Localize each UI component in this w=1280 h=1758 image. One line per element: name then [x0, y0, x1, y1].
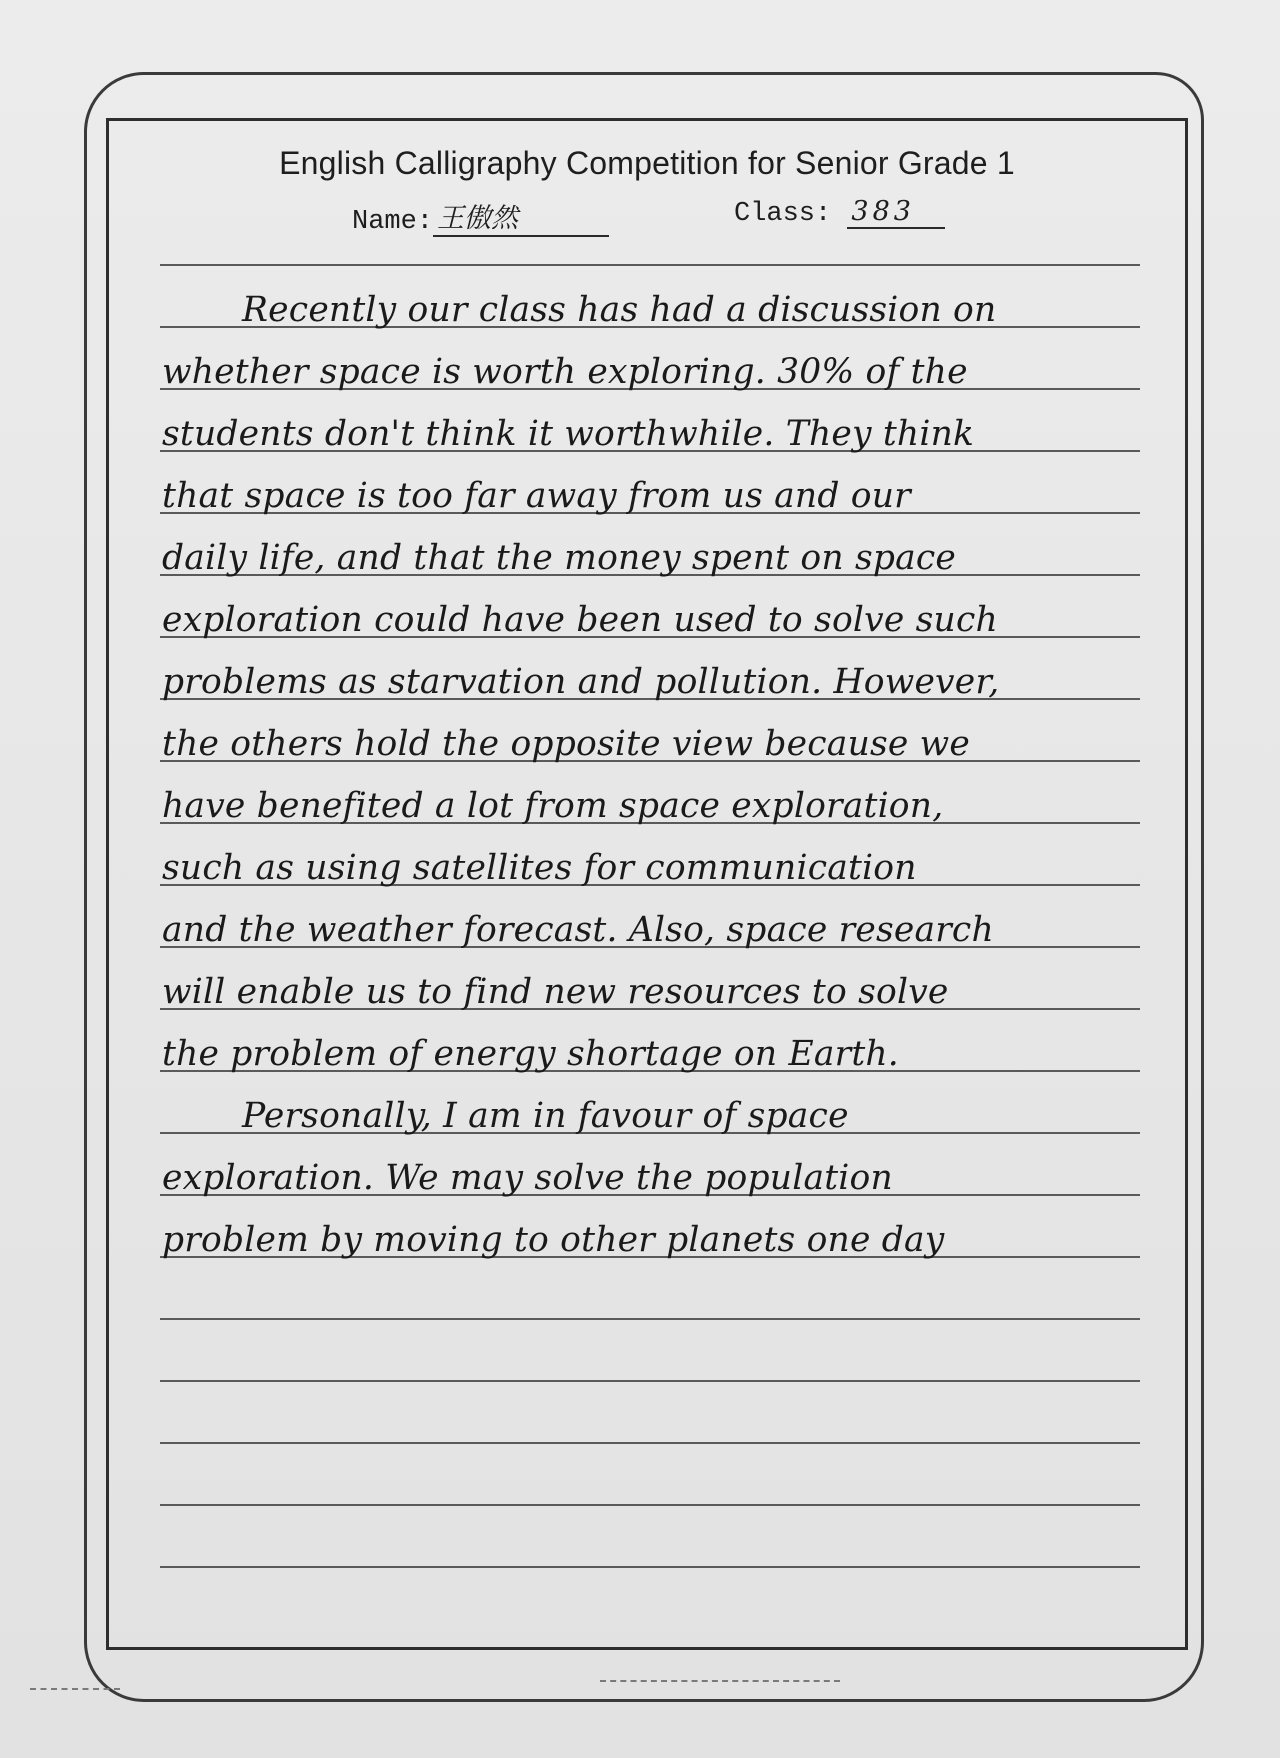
ruled-line [160, 1504, 1140, 1506]
essay-line: have benefited a lot from space exploration, [162, 786, 944, 826]
name-value: 王傲然 [433, 196, 609, 237]
ruled-line [160, 1442, 1140, 1444]
essay-line: that space is too far away from us and our [162, 476, 911, 516]
essay-line: Personally, I am in favour of space [242, 1096, 849, 1136]
essay-line: problem by moving to other planets one day [162, 1220, 945, 1260]
class-field [734, 196, 945, 232]
essay-line: and the weather forecast. Also, space research [162, 910, 994, 950]
margin-mark [600, 1680, 840, 1682]
margin-mark [30, 1688, 120, 1690]
essay-line: daily life, and that the money spent on space [162, 538, 957, 578]
ruled-line [160, 1318, 1140, 1320]
ruled-line [160, 264, 1140, 266]
name-label: Name: [352, 207, 434, 237]
class-value: 383 [847, 196, 945, 229]
sheet-title: English Calligraphy Competition for Senior Grade 1 [279, 145, 1015, 181]
ruled-line [160, 1380, 1140, 1382]
essay-line: exploration. We may solve the population [162, 1158, 893, 1198]
class-label: Class: [734, 199, 832, 229]
essay-line: exploration could have been used to solve such [162, 600, 998, 640]
essay-line: such as using satellites for communication [162, 848, 917, 888]
ruled-line [160, 1566, 1140, 1568]
essay-line: the problem of energy shortage on Earth. [162, 1034, 899, 1074]
name-field [352, 196, 609, 237]
essay-line: will enable us to find new resources to solve [162, 972, 949, 1012]
essay-line: students don't think it worthwhile. They think [162, 414, 975, 454]
essay-line: Recently our class has had a discussion on [242, 290, 997, 330]
essay-line: whether space is worth exploring. 30% of the [162, 352, 968, 392]
essay-line: problems as starvation and pollution. However, [162, 662, 1000, 702]
essay-line: the others hold the opposite view because we [162, 724, 971, 764]
